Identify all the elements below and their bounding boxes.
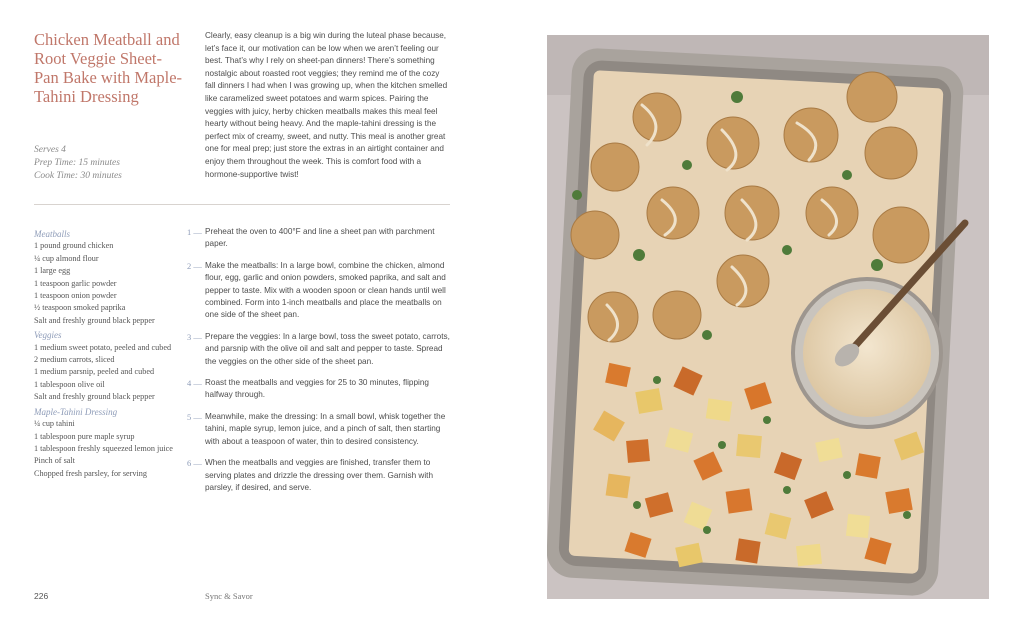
- step-item: [187, 411, 450, 448]
- step-text: Roast the meatballs and veggies for 25 to 30 minutes, flipping halfway through.: [205, 378, 429, 400]
- prep-time-text: Prep Time: 15 minutes: [34, 158, 120, 168]
- step-number: 5 —: [187, 411, 202, 422]
- page-number: 226: [34, 591, 49, 601]
- method-steps: [187, 226, 450, 503]
- step-item: [187, 457, 450, 494]
- ingredient-item: Chopped fresh parsley, for serving: [34, 468, 147, 478]
- recipe-intro: Clearly, easy cleanup is a big win during the luteal phase because, let’s face it, our motivation can be low when we aren’t feeling our best. That’s why I rely on sheet-pan dinners! There’s something nostalgic about roasted root veggies; they remind me of the cozy fall dinners I had when I was growing up, when the kitchen smelled like caramelized sweet potatoes and warm spices. Pairing the veggies with juicy, herby chicken meatballs makes this meal feel hearty without being heavy. And the maple-tahini dressing is the perfect mix of creamy, sweet, and nutty. This meal is another great one for meal prep; just store the extras in an airtight container and enjoy them throughout the week. This is comfort food with a hormone-supportive twist!: [205, 31, 448, 179]
- step-text: When the meatballs and veggies are finished, transfer them to serving plates and drizzle the dressing over them. Garnish with parsley, if desired, and serve.: [205, 458, 433, 492]
- step-number: 1 —: [187, 227, 202, 237]
- ingredient-item: 1 pound ground chicken: [34, 241, 114, 251]
- step-text: Make the meatballs: In a large bowl, combine the chicken, almond flour, egg, garlic and onion powders, smoked paprika, and salt and pepper to taste. Mix with a wooden spoon or clean hands until well combined. Form into 1-inch meatballs and place the meatballs on one side of the sheet pan.: [205, 260, 446, 320]
- step-item: [187, 226, 450, 251]
- ingredient-item: ½ teaspoon smoked paprika: [34, 303, 126, 313]
- ingredients-heading-dressing: Maple-Tahini Dressing: [34, 406, 118, 417]
- ingredients-list: [34, 226, 184, 480]
- step-text: Meanwhile, make the dressing: In a small bowl, whisk together the tahini, maple syrup, lemon juice, and a pinch of salt, then starting with about a teaspoon of water, thin to desired consistency.: [205, 411, 446, 446]
- book-title-footer: Sync & Savor: [205, 591, 253, 601]
- step-item: [187, 377, 450, 402]
- step-number: 6 —: [187, 458, 202, 469]
- ingredients-heading-meatballs: Meatballs: [34, 229, 70, 239]
- ingredient-item: 1 medium parsnip, peeled and cubed: [34, 367, 155, 377]
- cook-time-text: Cook Time: 30 minutes: [34, 171, 122, 181]
- ingredient-item: Salt and freshly ground black pepper: [34, 392, 155, 402]
- ingredient-item: 1 tablespoon freshly squeezed lemon juice: [34, 443, 173, 453]
- ingredient-item: 1 teaspoon garlic powder: [34, 278, 117, 288]
- step-text: Preheat the oven to 400°F and line a sheet pan with parchment paper.: [205, 227, 435, 249]
- serves-text: Serves 4: [34, 145, 66, 155]
- food-photo: [547, 35, 989, 599]
- ingredient-item: 1 medium sweet potato, peeled and cubed: [34, 342, 172, 352]
- ingredient-item: 1 tablespoon pure maple syrup: [34, 431, 135, 441]
- recipe-title: Chicken Meatball and Root Veggie Sheet-Pan Bake with Maple-Tahini Dressing: [34, 30, 183, 106]
- step-number: 4 —: [187, 378, 202, 389]
- divider: [34, 204, 450, 205]
- ingredient-item: 2 medium carrots, sliced: [34, 355, 115, 365]
- ingredient-item: Pinch of salt: [34, 456, 75, 466]
- step-number: 2 —: [187, 260, 202, 271]
- sheet-pan-illustration: [547, 35, 989, 599]
- ingredient-item: ¼ cup tahini: [34, 419, 75, 429]
- ingredients-heading-veggies: Veggies: [34, 330, 62, 341]
- ingredient-item: 1 large egg: [34, 266, 71, 276]
- step-item: [187, 260, 450, 322]
- ingredient-item: Salt and freshly ground black pepper: [34, 315, 155, 325]
- ingredient-item: ¼ cup almond flour: [34, 253, 99, 263]
- step-text: Prepare the veggies: In a large bowl, toss the sweet potato, carrots, and parsnip with the olive oil and salt and pepper to taste. Spread the veggies on the other side of the sheet pan.: [205, 331, 450, 366]
- ingredient-item: 1 teaspoon onion powder: [34, 291, 117, 301]
- step-item: [187, 331, 450, 368]
- step-number: 3 —: [187, 331, 202, 342]
- ingredient-item: 1 tablespoon olive oil: [34, 379, 105, 389]
- recipe-meta: [34, 144, 184, 183]
